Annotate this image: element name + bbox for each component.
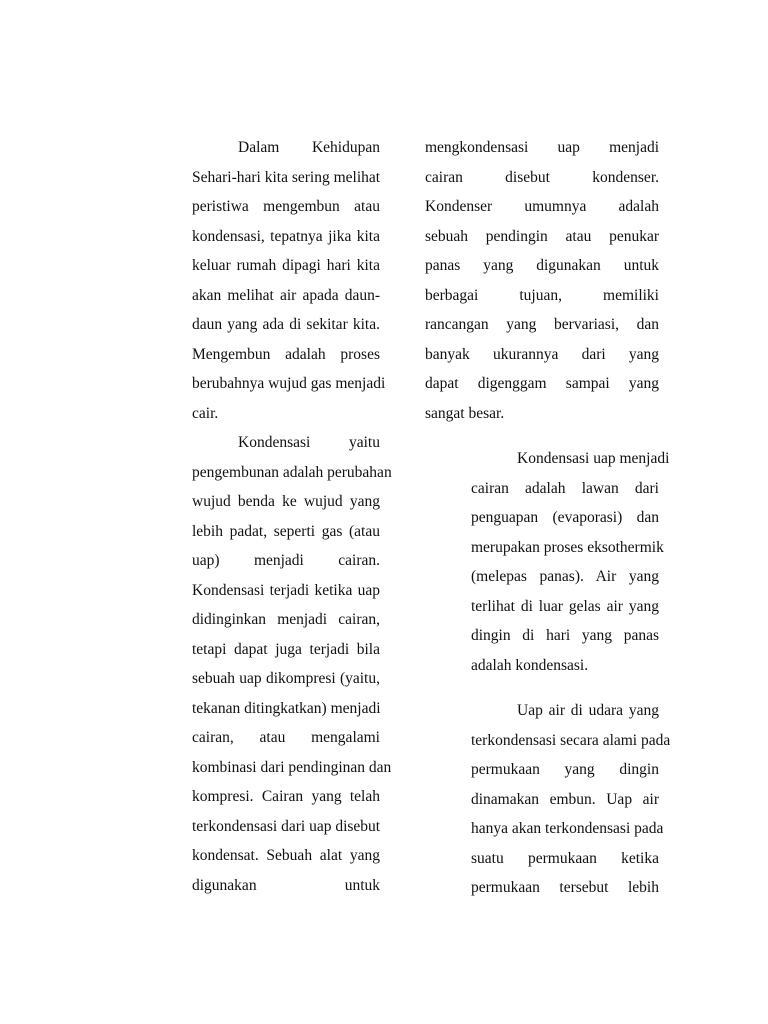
text-line: digunakan untuk <box>192 876 380 894</box>
text-line: Dalam Kehidupan <box>238 139 380 156</box>
text-line: daun yang ada di sekitar kita. <box>192 316 380 333</box>
text-line: suatu permukaan ketika <box>471 849 659 867</box>
text-line: Kondenser umumnya adalah <box>425 198 659 215</box>
text-line: sebuah pendingin atau penukar <box>425 227 659 245</box>
text-line: Kondensasi terjadi ketika uap <box>192 581 380 599</box>
text-line: dingin di hari yang panas <box>471 627 659 644</box>
text-line: Sehari-hari kita sering melihat <box>192 168 381 186</box>
left-column <box>146 133 392 900</box>
text-line: cairan adalah lawan dari <box>471 479 659 497</box>
text-line: Kondensasi uap menjadi <box>517 450 670 467</box>
text-line: sangat besar. <box>425 404 505 422</box>
text-line: akan melihat air apada daun- <box>192 286 380 304</box>
text-line: penguapan (evaporasi) dan <box>471 509 659 526</box>
text-line: cairan, atau mengalami <box>192 729 380 746</box>
text-line: cairan disebut kondenser. <box>425 168 659 186</box>
text-line: lebih padat, seperti gas (atau <box>192 522 380 540</box>
text-line: tekanan ditingkatkan) menjadi <box>192 699 381 717</box>
text-line: sebuah uap dikompresi (yaitu, <box>192 670 380 687</box>
text-line: wujud benda ke wujud yang <box>192 493 380 510</box>
paragraph-lawan-penguapan <box>425 444 670 680</box>
text-line: hanya akan terkondensasi pada <box>471 820 664 837</box>
text-line: kondensasi, tepatnya jika kita <box>192 227 380 245</box>
text-line: peristiwa mengembun atau <box>192 198 380 215</box>
text-line: pengembunan adalah perubahan <box>192 463 392 481</box>
text-line: tetapi dapat juga terjadi bila <box>192 640 380 658</box>
text-line: rancangan yang bervariasi, dan <box>425 316 659 333</box>
paragraph-spacer <box>425 680 659 696</box>
text-line: kompresi. Cairan yang telah <box>192 788 380 805</box>
text-line: berbagai tujuan, memiliki <box>425 286 659 304</box>
text-line: permukaan yang dingin <box>471 761 659 778</box>
paragraph-mengembun <box>146 133 386 428</box>
text-line: kombinasi dari pendinginan dan <box>192 758 392 776</box>
text-line: uap) menjadi cairan. <box>192 552 380 569</box>
text-line: Uap air di udara yang <box>517 702 659 719</box>
text-line: cair. <box>192 404 219 422</box>
text-line: Mengembun adalah proses <box>192 345 380 363</box>
text-line: berubahnya wujud gas menjadi <box>192 375 386 392</box>
text-line: terkondensasi dari uap disebut <box>192 817 381 835</box>
text-line: mengkondensasi uap menjadi <box>425 139 659 156</box>
text-line: permukaan tersebut lebih <box>471 879 659 896</box>
paragraph-embun <box>425 696 671 903</box>
text-line: adalah kondensasi. <box>471 656 589 674</box>
text-line: didinginkan menjadi cairan, <box>192 611 380 628</box>
text-line: panas yang digunakan untuk <box>425 257 659 274</box>
right-column <box>425 133 671 903</box>
text-line: (melepas panas). Air yang <box>471 568 659 585</box>
text-line: terlihat di luar gelas air yang <box>471 597 659 615</box>
text-line: kondensat. Sebuah alat yang <box>192 847 380 864</box>
text-line: dinamakan embun. Uap air <box>471 790 659 808</box>
paragraph-kondenser <box>425 133 659 428</box>
text-line: Kondensasi yaitu <box>238 434 380 451</box>
text-line: terkondensasi secara alami pada <box>471 731 671 749</box>
text-line: dapat digenggam sampai yang <box>425 375 659 392</box>
text-line: merupakan proses eksothermik <box>471 538 664 556</box>
text-line: keluar rumah dipagi hari kita <box>192 257 380 274</box>
paragraph-kondensasi-definisi <box>146 428 392 900</box>
text-line: banyak ukurannya dari yang <box>425 345 659 363</box>
paragraph-spacer <box>425 428 659 444</box>
